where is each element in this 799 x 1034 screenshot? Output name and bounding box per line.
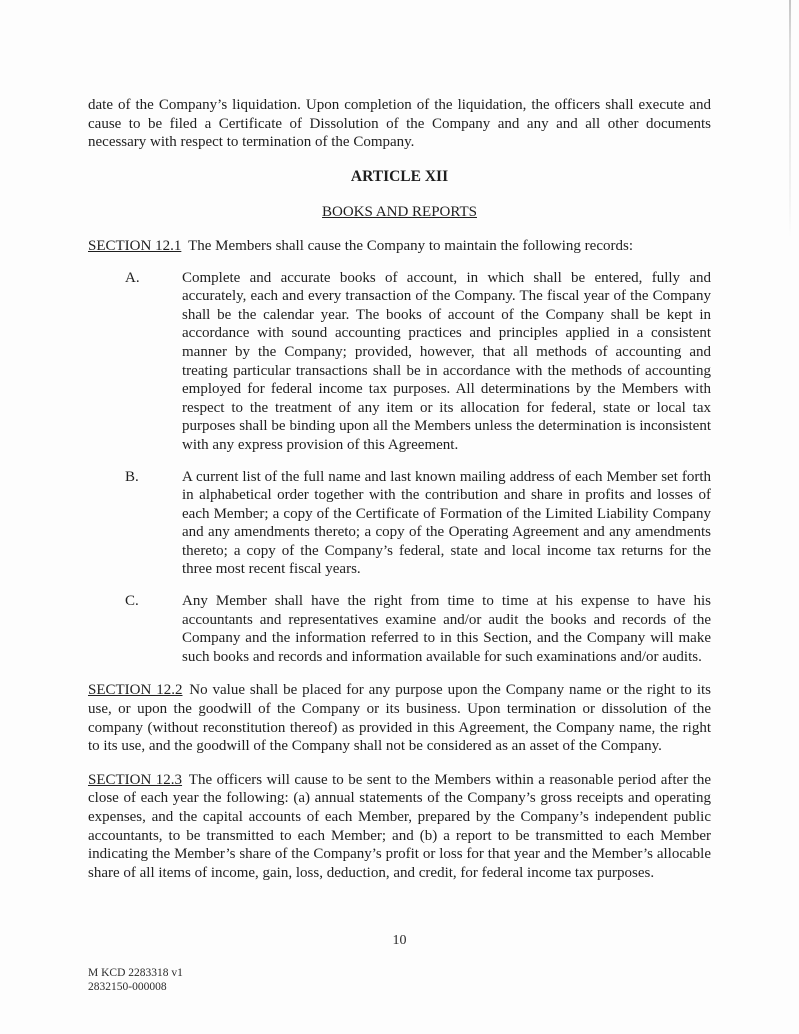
section-12-1-text: The Members shall cause the Company to maintain the following records:: [188, 237, 633, 254]
intro-paragraph: date of the Company’s liquidation. Upon completion of the liquidation, the officers shall execute and cause to be filed a Certificate of Dissolution of the Company and any and all other documents necessary with respect to termination of the Company.: [88, 97, 711, 151]
section-12-2: [88, 681, 711, 755]
section-12-3: [88, 771, 711, 883]
section-12-3-label: SECTION 12.3: [88, 771, 183, 788]
list-item-b: [88, 468, 711, 580]
list-item-c-letter: C.: [125, 593, 139, 610]
section-12-1: [88, 237, 711, 256]
list-item-b-letter: B.: [125, 468, 139, 485]
list-item-c: [88, 592, 711, 666]
list-item-b-text: A current list of the full name and last known mailing address of each Member set forth in alphabetical order together with the contribution and share in profits and losses of each Member; a copy of the Certificate of Formation of the Limited Liability Company and any amendments thereto; a copy of the Operating Agreement and any amendments thereto; a copy of the Company’s federal, state and local income tax returns for the three most recent fiscal years.: [182, 468, 711, 578]
list-item-a-text: Complete and accurate books of account, in which shall be entered, fully and accurately, each and every transaction of the Company. The fiscal year of the Company shall be the calendar year. The books of account of the Company shall be kept in accordance with sound accounting practices and principles applied in a consistent manner by the Company; provided, however, that all methods of accounting and treating particular transactions shall be in accordance with the methods of accounting employed for federal income tax purposes. All determinations by the Members with respect to the treatment of any item or its allocation for federal, state or local tax purposes shall be binding upon all the Members unless the determination is inconsistent with any express provision of this Agreement.: [182, 269, 711, 453]
section-12-3-text: The officers will cause to be sent to the Members within a reasonable period after the close of each year the following: (a) annual statements of the Company’s gross receipts and operating expenses, and the capital accounts of each Member, prepared by the Company’s independent public accountants, to be transmitted to each Member; and (b) a report to be transmitted to each Member indicating the Member’s share of the Company’s profit or loss for that year and the Member’s allocable share of all items of income, gain, loss, deduction, and credit, for federal income tax purposes.: [88, 771, 711, 881]
section-12-2-text: No value shall be placed for any purpose upon the Company name or the right to its use, or upon the goodwill of the Company or its business. Upon termination or dissolution of the company (without reconstitution thereof) as provided in this Agreement, the Company name, the right to its use, and the goodwill of the Company shall not be considered as an asset of the Company.: [88, 682, 711, 755]
section-12-2-label: SECTION 12.2: [88, 682, 183, 699]
footer-matter-number: 2832150-000008: [88, 981, 167, 993]
article-subheading: BOOKS AND REPORTS: [322, 204, 477, 221]
list-item-a: [88, 269, 711, 455]
section-12-1-label: SECTION 12.1: [88, 237, 182, 254]
document-content: [88, 96, 711, 882]
document-footer: [88, 966, 183, 994]
footer-doc-id: M KCD 2283318 v1: [88, 967, 183, 979]
scan-artifact-line: [789, 0, 791, 238]
list-item-c-text: Any Member shall have the right from time to time at his expense to have his accountants and representatives examine and/or audit the books and records of the Company and the information referred to in this Section, and the Company will make such books and records and information available for such examinations and/or audits.: [182, 593, 711, 665]
page-number: 10: [392, 933, 407, 948]
list-item-a-letter: A.: [125, 269, 140, 286]
article-heading: ARTICLE XII: [350, 167, 449, 185]
